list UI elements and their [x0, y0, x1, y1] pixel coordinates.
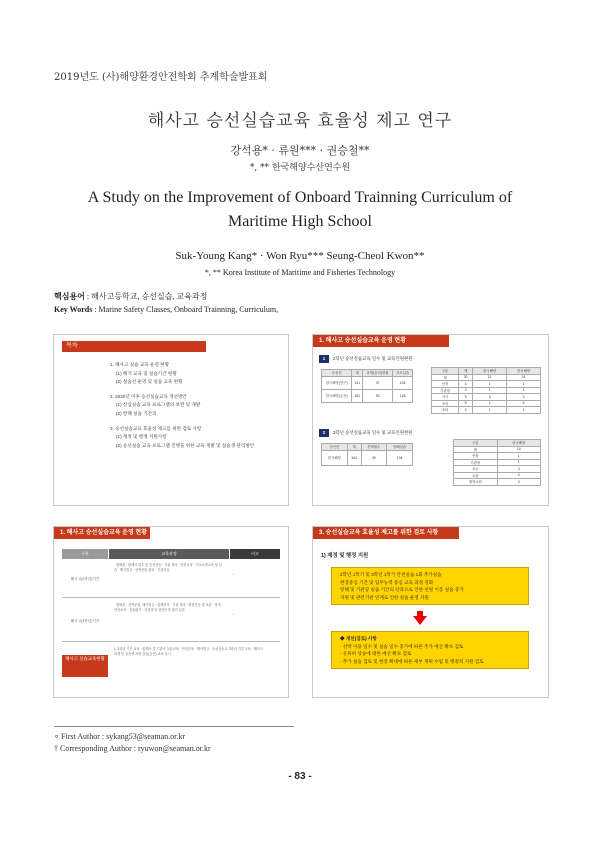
table-cell: 141 [352, 376, 363, 389]
table-staff-3rd [453, 439, 541, 486]
table-cell: 승선선 [322, 444, 348, 451]
table-cell: 한국해양 [322, 450, 348, 465]
table-cell: 계 [432, 374, 459, 381]
improvement-item: · 추가 실습 검토 및 현장 확대에 따른 세부 계획 수립 및 행정적 지원 검토 [340, 658, 484, 664]
column-header: 비고 [230, 549, 280, 559]
table-cell: 기사 [432, 394, 459, 401]
title-korean: 해사고 승선실습교육 효율성 제고 연구 [147, 111, 453, 131]
section-title: 1) 재정 및 행정 지원 [321, 553, 369, 559]
sub-section-2 [319, 429, 493, 437]
table-cell: 1 [497, 453, 541, 460]
table-cell: 14 [507, 374, 541, 381]
footnote-first-author: ∘ First Author : sykang53@seaman.or.kr [54, 732, 186, 741]
support-item: 현장중심 기간 및 업무능력 중심 교육 과정 강화 [340, 579, 434, 585]
table-cell: 1 [507, 407, 541, 414]
slide-table-of-contents [53, 334, 289, 506]
row-label: 해사고(3학년)기간 [70, 619, 100, 623]
table-cell: 1 [507, 387, 541, 394]
table-cell: 4 [497, 472, 541, 479]
table-cell: 행정요원 [454, 479, 498, 486]
support-item: 2학년 1학기 및 3학년 1학기 안전실습 1회 추가실습 [340, 572, 442, 577]
sub-section-1 [319, 355, 493, 363]
slide-operation-status [312, 334, 549, 506]
table-cell: 1 [473, 381, 507, 388]
table-cell: 기관장 [454, 459, 498, 466]
table-cell: 128 [393, 389, 413, 402]
table-cell: 조타 [432, 407, 459, 414]
table-cell: 계 [352, 370, 363, 377]
row-note: ··· [232, 613, 236, 617]
row-text: · 항해술 · 항해사 업무 및 승선실습 · 기관 정비 · 안전교육 · 기초소양교육 및 실습 · 해사법규 · 선박운항 관리 · 기관실습 [114, 563, 222, 572]
keywords-english [54, 305, 278, 314]
authors-english: Suk-Young Kang* · Won Ryu*** Seung-Cheol Kwon** [175, 250, 425, 262]
table-cell: 계 [454, 446, 498, 453]
table-cell: 3 [473, 394, 507, 401]
table-cell: 승선선 [322, 370, 352, 377]
slide-header: 1. 해사고 승선실습교육 운영 현황 [313, 335, 449, 347]
toc-item: 1. 해사고 실습 교육 운영 현황 [110, 362, 170, 367]
table-cell: 계 [347, 444, 361, 451]
table-cell: 14 [497, 446, 541, 453]
toc-tab: 목차 [62, 341, 206, 352]
support-box [331, 567, 529, 605]
table-cell: 5 [458, 400, 472, 407]
slide-header: 1. 해사고 승선실습교육 운영 현황 [54, 527, 150, 539]
table-cell: 164 [347, 450, 361, 465]
toc-item: (1) 해기 교육 및 실습기간 현황 [116, 370, 177, 376]
authors-korean: 강석용* · 류원*** · 권승철** [230, 144, 370, 157]
sub-section-label: 3학년 승선실습교육 일수 및 교육인원현원 [333, 430, 413, 435]
divider [62, 597, 280, 598]
table-cell: 30 [361, 450, 387, 465]
toc-item: (2) 항해 실습 기간의 [116, 410, 157, 416]
improvement-item: · 유류비 상승에 대한 예산 확보 검토 [340, 651, 412, 657]
affiliation-korean: *, ** 한국해양수산연수원 [249, 163, 351, 173]
table-cell: 한국해양(연구) [322, 376, 352, 389]
column-header: 구분 [62, 549, 108, 559]
table-cell: 계 [458, 368, 472, 375]
slide-header: 3. 승선실습교육 효율성 제고를 위한 검토 사항 [313, 527, 459, 539]
toc-item: (1) 신입실습 교육 프로그램의 보완 및 개발 [116, 402, 201, 408]
keywords-english-text: : Marine Safety Classes, Onboard Trainning, Curriculum, [94, 305, 279, 314]
table-cell: 104 [393, 376, 413, 389]
table-cell: 37 [362, 376, 392, 389]
table-cell: 1 [473, 407, 507, 414]
table-cell: 기초실습 [393, 370, 413, 377]
keywords-korean-label: 핵심용어 [54, 292, 85, 301]
table-cell: 3 [458, 381, 472, 388]
affiliation-english: *, ** Korea Institute of Maritime and Fisheries Technology [204, 268, 396, 277]
table-cell: 1 [473, 400, 507, 407]
table-cell: 기관장 [432, 387, 459, 394]
table-cell: 구분 [432, 368, 459, 375]
table-cell: 53 [362, 389, 392, 402]
table-3rd-year [321, 443, 413, 466]
support-item: 지원 및 관련기관 연계로 인한 실습 운영 지원 [340, 594, 429, 600]
table-cell: 한국해양 [497, 440, 541, 447]
table-cell: 4 [507, 400, 541, 407]
improvement-item: · 선박 이용 일수 및 실습 일수 증가에 따른 추가 예산 확보 검토 [340, 643, 464, 649]
table-cell: 한국해양(수산) [322, 389, 352, 402]
table-cell: 한국해양 [473, 368, 507, 375]
row-text: 1. 2학년 기간 교육 · 항해사 및 기관사 실습교육 · 안전교육 · 해사법규 · 승선실습 2. 3학년 기간 교육 · 해사고 학생 및 실습생 과정 실습(승선) 교육 실시 [114, 647, 263, 656]
table-cell: 3 [458, 387, 472, 394]
table-cell: 선장 [454, 453, 498, 460]
toc-item: (2) 실습선 운영 및 실습 교육 현황 [116, 379, 183, 385]
table-cell: 134 [387, 450, 413, 465]
table-cell: 선장 [432, 381, 459, 388]
table-cell: 현재원수 [361, 444, 387, 451]
keywords-korean [54, 291, 207, 302]
toc-item: 3. 승선실습교육 효율성 제고를 위한 검토 사항 [110, 425, 202, 431]
highlight-label: 해사고 실습교육현황 [62, 655, 108, 677]
table-cell: 교관 [454, 472, 498, 479]
keywords-korean-text: : 해사고등학교, 승선실습, 교육과정 [86, 292, 208, 301]
table-cell: 11 [473, 374, 507, 381]
table-cell: 1 [473, 387, 507, 394]
table-cell: 조리 [432, 400, 459, 407]
table-cell: 운항(승선)현원 [362, 370, 392, 377]
toc-list [110, 359, 280, 450]
table-cell: 3 [458, 407, 472, 414]
table-cell: 30 [458, 374, 472, 381]
table-cell: 항해실습 [387, 444, 413, 451]
table-cell: 1 [507, 381, 541, 388]
table-cell: 5 [458, 394, 472, 401]
down-arrow-icon [413, 616, 427, 625]
row-label: 해사고(2학년)기간 [70, 577, 100, 581]
slide-curriculum [53, 526, 289, 698]
toc-item: 2. 2020년 이후 승선실습교육 개선방안 [110, 393, 187, 399]
table-cell: 1 [497, 459, 541, 466]
title-english: A Study on the Improvement of Onboard Trainning Curriculum of Maritime High School [87, 189, 513, 230]
keywords-english-label: Key Words [54, 305, 93, 314]
slide-review-items [312, 526, 549, 698]
toc-item: (1) 재정 및 행정 지원사항 [116, 434, 167, 440]
table-cell: 181 [352, 389, 363, 402]
table-staff-2nd [431, 367, 541, 414]
row-note: ··· [232, 573, 236, 577]
table-cell: 3 [497, 466, 541, 473]
table-cell: 구분 [454, 440, 498, 447]
improvement-box [331, 631, 529, 669]
footnote-corresponding-author: † Corresponding Author : ryuwon@seaman.or.kr [54, 744, 211, 753]
table-cell: 3 [497, 479, 541, 486]
row-text: · 항해술 · 선박운항, 해사법규 · 항해당직 · 기관 정비 · 화물운송 및 보관 · 당직 · 안전교육 · 실습평가 · 선원법 및 항만운영 관리 실습 [114, 603, 223, 612]
improvement-title: ◆ 개선(검토) 사항 [340, 636, 377, 641]
table-cell: 3 [507, 394, 541, 401]
table-cell: 교수 [454, 466, 498, 473]
page-number: - 83 - [288, 771, 312, 782]
conference-header: 2019년도 (사)해양환경안전학회 추계학술발표회 [54, 72, 268, 83]
divider [62, 641, 280, 642]
toc-item: (2) 승선실습 교육 프로그램 진행을 위한 교육 개발 및 실습생 관리방안 [116, 442, 255, 448]
column-header: 교육과정 [109, 549, 229, 559]
number-badge: 2 [319, 429, 329, 437]
table-2nd-year [321, 369, 413, 403]
support-item: 항해 및 기관장 실습 기간의 단축으로 인한 선원 이동 실습 증가 [340, 587, 464, 593]
footnote-rule [54, 726, 294, 727]
table-cell: 한국해양 [507, 368, 541, 375]
sub-section-label: 2학년 승선실습교육 일수 및 교육인원현원 [333, 356, 413, 361]
number-badge: 1 [319, 355, 329, 363]
